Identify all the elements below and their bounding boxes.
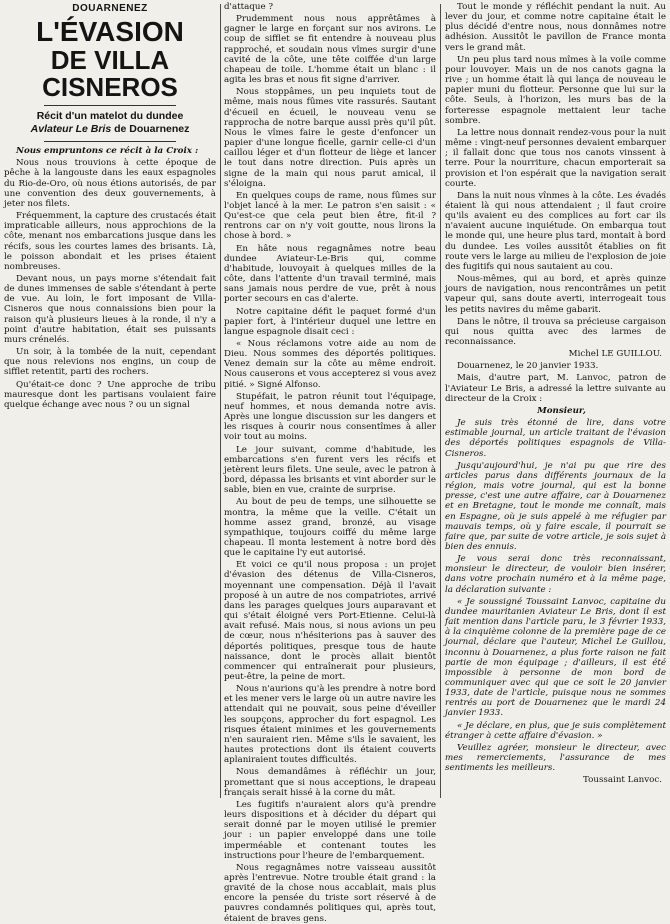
letter-declaration: « Je déclare, en plus, que je suis complètement étranger à cette affaire d'évasion. » <box>445 720 666 741</box>
paragraph: Nous regagnâmes notre vaisseau aussitôt après l'entrevue. Notre trouble était grand : la gravité de la chose nous accablait, mais plus encore la pensée du triste sort réservé à de pauvres condamnés politiques qui, après tout, étaient de braves gens. <box>224 862 436 924</box>
letter-paragraph: Je vous serai donc très reconnaissant, monsieur le directeur, de vouloir bien insérer, dans votre prochain numéro et à la même page, la déclaration suivante : <box>445 554 666 595</box>
letter-closing: Veuillez agréer, monsieur le directeur, avec mes remerciements, l'assurance de mes sentiments les meilleurs. <box>445 742 666 774</box>
paragraph: Devant nous, un pays morne s'étendait fait de dunes immenses de sable s'étendant à perte de vue. Au loin, le fort imposant de Villa-Cisneros que nous connaissions bien pour la raison qu'à plusieurs lieues à la ronde, il n'y a point d'autre habitation, était ses puissants murs crénelés. <box>4 274 216 345</box>
letter-salutation: Monsieur, <box>537 405 586 416</box>
paragraph: Nous nous trouvions à cette époque de pêche à la langouste dans les eaux espagnoles du Rio-de-Oro, où nous étions autorisés, de par une convention des deux gouvernements, à jeter nos filets. <box>4 158 216 209</box>
divider <box>44 105 176 106</box>
paragraph: Prudemment nous nous apprêtâmes à gagner le large en forçant sur nos avirons. Le coup de sifflet se fit entendre à nouveau plus rapproché, et soudain nous vîmes surgir d'une cavité de la côte, une tête coiffée d'un large chapeau de toile. L'homme était un blanc : il agita les bras et nous fit signe d'arriver. <box>224 14 436 86</box>
vessel-name: Avlateur Le Bris <box>30 123 112 136</box>
paragraph: Mais, d'autre part, M. Lanvoc, patron de l'Aviateur Le Bris, a adressé la lettre suivante au directeur de la Croix : <box>445 373 666 404</box>
paragraph: Nous n'aurions qu'à les prendre à notre bord et les mener vers le large où un autre navire les attendait qui ne pouvait, sous peine d'éveiller les soupçons, approcher du fort espagnol. Les risques étaient minimes et les gouvernements n'en sauraient rien. Même s'ils le savaient, les hautes protections dont ils étaient couverts aplaniraient toutes difficultés. <box>224 684 436 766</box>
column-3 <box>445 2 666 800</box>
column-1 <box>4 2 216 800</box>
paragraph: Un peu plus tard nous mîmes à la voile comme pour louvoyer. Mais un de nos canots gagna la rive ; un homme était là qui lança de nouveau le papier muni du flotteur. Personne que lui sur la côte. Seuls, à l'horizon, les murs bas de la forteresse espagnole mettaient leur tache sombre. <box>445 54 666 126</box>
letter-signature: Toussaint Lanvoc. <box>583 775 662 786</box>
signature-name: Michel LE GUILLOU. <box>568 349 662 360</box>
headline-line-2: DE VILLA CISNEROS <box>42 44 178 102</box>
paragraph: En quelques coups de rame, nous fûmes sur l'objet lancé à la mer. Le patron s'en saisit : « Qu'est-ce que cela peut bien être, fit-il ? rentrons car on n'y voit goutte, nous lirons la chose à bord. » <box>224 190 436 242</box>
paragraph: Et voici ce qu'il nous proposa : un projet d'évasion des détenus de Villa-Cisneros, moyennant une compensation. Déjà il l'avait proposé à un autre de nos compatriotes, arrivé dans les parages quelques jours auparavant et qui s'était éloigné vers Port-Etienne. Celui-là avait refusé. Mais nous, si nous avions un peu de cœur, nous n'hésiterions pas à sauver des déportés politiques, presque tous de haute naissance, dont le procès allait bientôt commencer qui entraînerait pour plusieurs, peut-être, la peine de mort. <box>224 560 436 682</box>
paragraph: Le jour suivant, comme d'habitude, les embarcations s'en furent vers les récifs et jetèrent leurs filets. Une seule, avec le patron à bord, dépassa les brisants et vint aborder sur le sable, bien en vue, crainte de surprise. <box>224 444 436 496</box>
paragraph: Nous stoppâmes, un peu inquiets tout de même, mais nous fûmes vite rassurés. Sautant d'écueil en écueil, le nouveau venu se rapprocha de notre barque aussi près qu'il pût. Nous le vîmes faire le geste d'enfoncer un papier d'une longue ficelle, garnir celle-ci d'un caillou léger et d'un flotteur de liège et lancer le tout dans notre direction. Puis après un signe de la main qui nous parut amical, il s'éloigna. <box>224 87 436 189</box>
paragraph: Notre capitaine défit le paquet formé d'un papier fort, à l'intérieur duquel une lettre en langue espagnole disait ceci : <box>224 306 436 337</box>
subheadline-line-2: de Douarnenez <box>114 123 190 136</box>
paragraph: Au bout de peu de temps, une silhouette se montra, la même que la veille. C'était un homme assez grand, bronzé, au visage sympathique, toujours coiffé du même large chapeau. Il monta lestement à notre bord dès que le capitaine l'y eut autorisé. <box>224 497 436 559</box>
letter-paragraph: Je suis très étonné de lire, dans votre estimable journal, un article traitant de l'évasion des déportés politiques espagnols de Villa-Cisneros. <box>445 418 666 459</box>
column-2 <box>224 2 436 924</box>
column-rule <box>220 4 221 798</box>
letter-declaration: « Je soussigné Toussaint Lanvoc, capitaine du dundee mauritanien Aviateur Le Bris, dont il est fait mention dans l'article paru, le 3 février 1933, à la cinquième colonne de la première page de ce journal, déclare que l'auteur, Michel Le Guillou, inconnu à Douarnenez, a plus forte raison ne fait partie de mon équipage ; d'ailleurs, il est été impossible à personne de mon bord de communiquer avec qui que ce soit le 20 janvier 1933, date de l'article, puisque nous ne sommes rentrés au port de Douarnenez que le mardi 24 janvier 1933. <box>445 596 666 719</box>
letter-paragraph: Jusqu'aujourd'hui, je n'ai pu que rire des articles parus dans différents journaux de la région, mais votre journal, qui est la bonne presse, c'est une autre affaire, car à Douarnenez et en Bretagne, tout le monde me connaît, mais en Espagne, où je suis appelé à me réfugier par mauvais temps, où y faire escale, il pourrait se faire que, par suite de votre article, je sois sujet à bien des ennuis. <box>445 460 666 552</box>
paragraph: Tout le monde y réfléchit pendant la nuit. Au lever du jour, et comme notre capitaine était le plus décidé d'entre nous, nous donnâmes notre adhésion. Aussitôt le pavillon de France monta vers le grand mât. <box>445 2 666 53</box>
paragraph: Qu'était-ce donc ? Une approche de tribu mauresque dont les partisans voulaient faire quelque échange avec nous ? ou un signal <box>4 379 216 410</box>
paragraph: Dans la nuit nous vînmes à la côte. Les évadés étaient là qui nous attendaient ; il faut croire qu'ils avaient eu des complices au fort car ils n'avaient aucune inquiétude. On embarqua tout le monde qui, une heure plus tard, montait à bord du dundee. Les voiles aussitôt établies on fit route vers le large au milieu de l'explosion de joie des fugitifs qui nous sautaient au cou. <box>445 190 666 272</box>
paragraph: Fréquemment, la capture des crustacés était impraticable ailleurs, nous approchions de la côte, menant nos embarcations jusque dans les récifs, sous les courtes lames des brisants. Là, le poisson abondait et les prises étaient nombreuses. <box>4 211 216 272</box>
quoted-letter: « Nous réclamons votre aide au nom de Dieu. Nous sommes des déportés politiques. Venez demain sur la côte au même endroit. Nous causerons et vous accepterez si vous avez pitié. » Signé Alfonso. <box>224 339 436 390</box>
headline-line-1: L'ÉVASION <box>36 16 184 48</box>
divider <box>44 141 176 142</box>
paragraph: Nous-mêmes, qui au bord, et après quinze jours de navigation, nous rencontrâmes un petit vapeur qui, sans doute averti, interrogeait tous les petits navires du même gabarit. <box>445 274 666 315</box>
intro-line: Nous empruntons ce récit à la Croix : <box>16 146 199 157</box>
paragraph: Nous demandâmes à réfléchir un jour, promettant que si nous acceptions, le drapeau français serait hissé à la corne du mât. <box>224 767 436 798</box>
dateline: DOUARNENEZ <box>72 3 148 14</box>
paragraph: Un soir, à la tombée de la nuit, cependant que nous relevions nos engins, un coup de sifflet retentit, parti des rochers. <box>4 347 216 378</box>
paragraph: Les fugitifs n'auraient alors qu'à prendre leurs dispositions et à décider du départ qui serait donné par le moyen utilisé le premier jour : un papier enveloppé dans une toile imperméable et contenant toutes les instructions pour l'heure de l'embarquement. <box>224 799 436 861</box>
paragraph: d'attaque ? <box>224 2 274 12</box>
signature-place-date: Douarnenez, le 20 janvier 1933. <box>457 361 599 372</box>
paragraph: Stupéfait, le patron réunit tout l'équipage, neuf hommes, et nous demanda notre avis. Après une longue discussion sur les dangers et les risques à courir nous consentîmes à aller voir tout au moins. <box>224 391 436 443</box>
subheadline <box>4 110 216 136</box>
subheadline-line-1: Récit d'un matelot du dundee <box>36 110 184 123</box>
column-rule <box>440 4 441 798</box>
paragraph: En hâte nous regagnâmes notre beau dundee Aviateur-Le-Bris qui, comme d'habitude, louvoyait à quelques milles de la côte, dans l'attente d'un travail terminé, mais sans jamais nous perdre de vue, prêt à nous porter secours en cas d'alerte. <box>224 243 436 305</box>
paragraph: Dans le nôtre, il trouva sa précieuse cargaison qui nous quitta avec des larmes de reconnaissance. <box>445 316 666 347</box>
paragraph: La lettre nous donnait rendez-vous pour la nuit même : vingt-neuf personnes devaient embarquer ; il fallait donc que tous nos canots vinssent à terre. Pour la nourriture, chacun emporterait sa provision et l'on espérait que la navigation serait courte. <box>445 127 666 189</box>
